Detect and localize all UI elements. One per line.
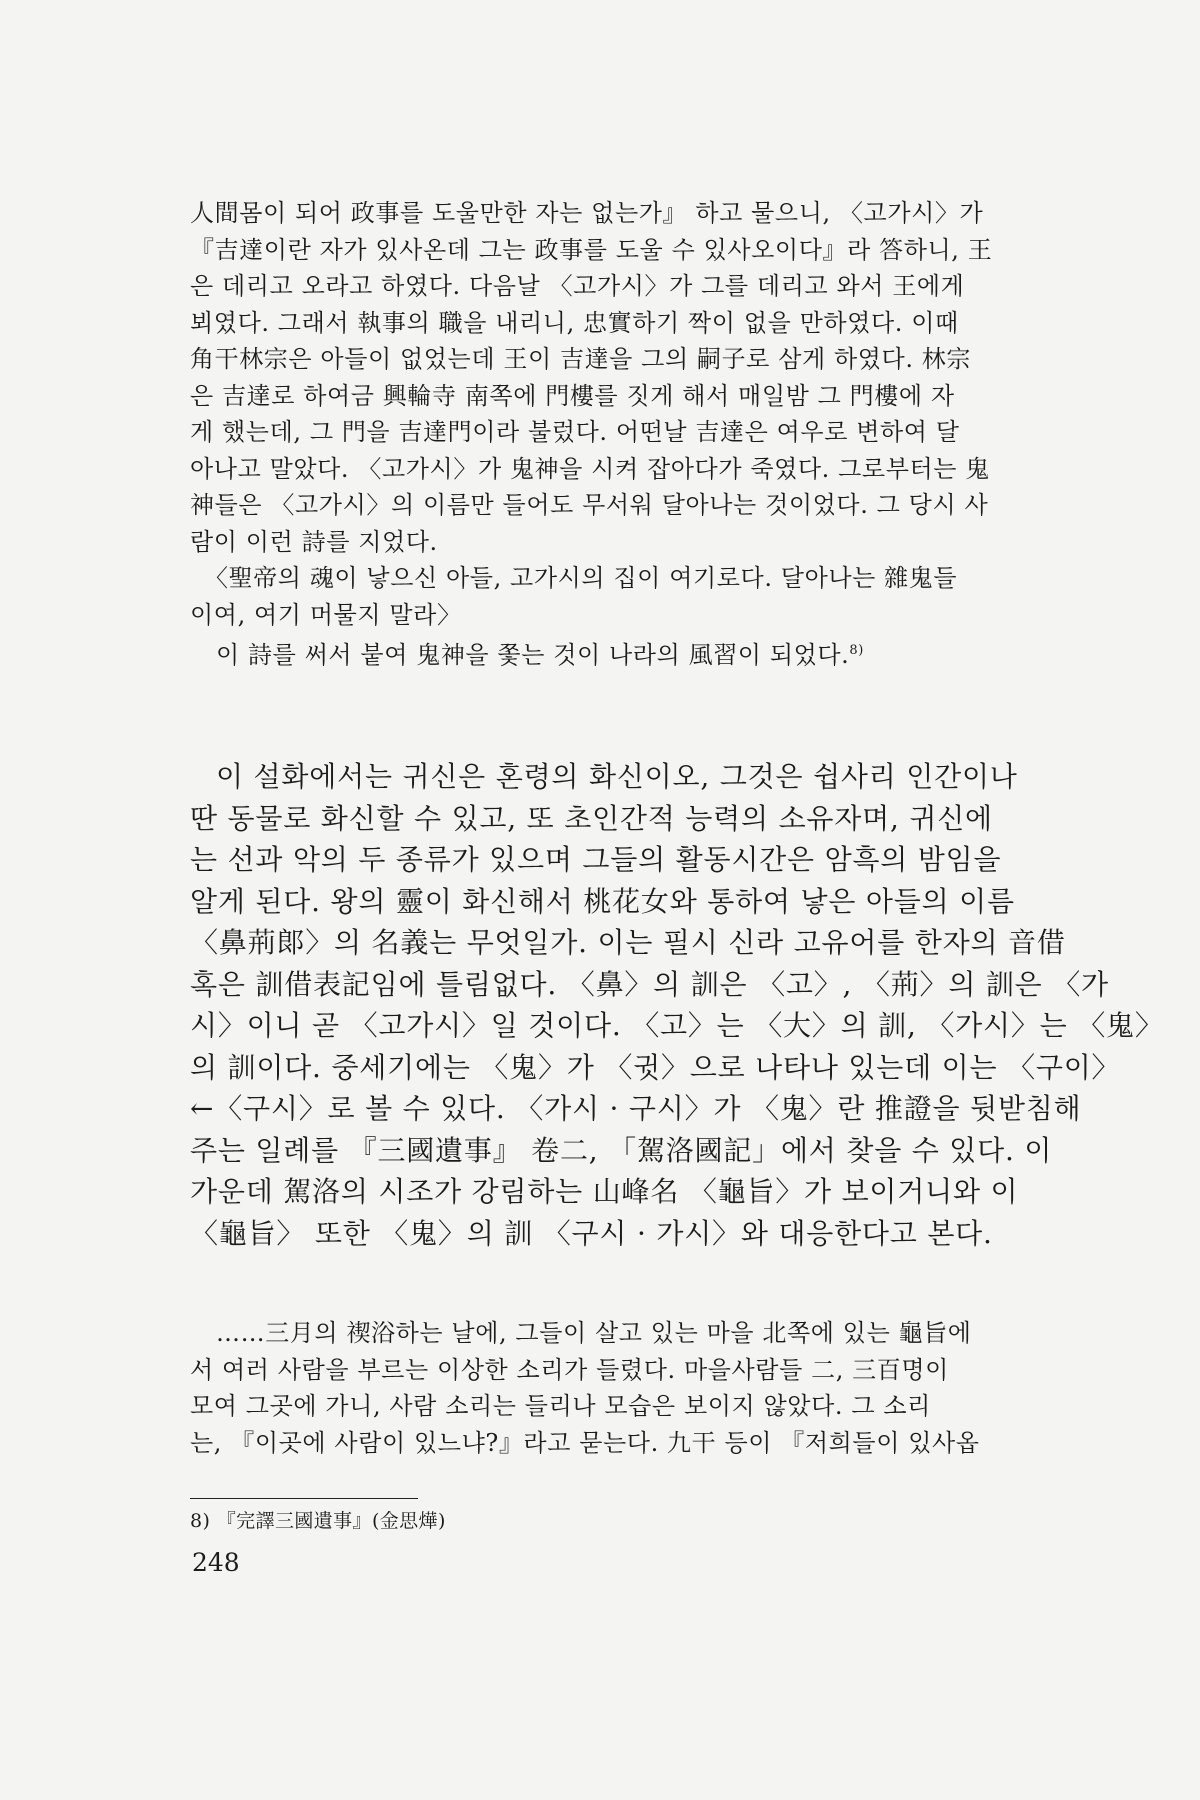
footnote-reference: 8) <box>849 643 864 658</box>
text-line: ←〈구시〉로 볼 수 있다. 〈가시 · 구시〉가 〈鬼〉란 推證을 뒷받침해 <box>190 1092 1082 1125</box>
text-line: 의 訓이다. 중세기에는 〈鬼〉가 〈귓〉으로 나타나 있는데 이는 〈구이〉 <box>190 1050 1121 1084</box>
text-line: 아나고 말았다. 〈고가시〉가 鬼神을 시켜 잡아다가 죽였다. 그로부터는 鬼 <box>190 454 990 483</box>
text-line: 딴 동물로 화신할 수 있고, 또 초인간적 능력의 소유자며, 귀신에 <box>190 801 993 835</box>
quoted-legend-text <box>190 1315 1010 1461</box>
text-line: 은 吉達로 하여금 興輪寺 南쪽에 門樓를 짓게 해서 매일밤 그 門樓에 자 <box>190 381 955 410</box>
text-line: 는 선과 악의 두 종류가 있으며 그들의 활동시간은 암흑의 밤임을 <box>190 843 1002 876</box>
footnote-divider <box>190 1498 418 1499</box>
poem-line: 〈聖帝의 魂이 낳으신 아들, 고가시의 집이 여기로다. 달아나는 雜鬼들 <box>204 564 958 592</box>
text-line: 주는 일례를 『三國遺事』 卷二, 「駕洛國記」에서 찾을 수 있다. 이 <box>190 1133 1053 1167</box>
text-line: 뵈였다. 그래서 執事의 職을 내리니, 忠實하기 짝이 없을 만하였다. 이때 <box>190 308 959 337</box>
text-line: 은 데리고 오라고 하였다. 다음날 〈고가시〉가 그를 데리고 와서 王에게 <box>190 272 965 300</box>
text-line: 가운데 駕洛의 시조가 강림하는 山峰名 〈龜旨〉가 보이거니와 이 <box>190 1175 1019 1208</box>
text-line: 角干林宗은 아들이 없었는데 王이 吉達을 그의 嗣子로 삼게 하였다. 林宗 <box>190 345 971 373</box>
text-line: 이 설화에서는 귀신은 혼령의 화신이오, 그것은 쉽사리 인간이나 <box>216 760 1018 793</box>
text-line: 모여 그곳에 가니, 사람 소리는 들리나 모습은 보이지 않았다. 그 소리 <box>190 1392 931 1420</box>
text-line: 神들은 〈고가시〉의 이름만 들어도 무서워 달아나는 것이었다. 그 당시 사 <box>190 491 989 519</box>
text-line: 알게 된다. 왕의 靈이 화신해서 桃花女와 통하여 낳은 아들의 이름 <box>190 884 1015 918</box>
text-line: 〈鼻荊郞〉의 名義는 무엇일가. 이는 필시 신라 고유어를 한자의 音借 <box>190 926 1066 959</box>
quoted-legend-text <box>190 195 1010 670</box>
text-line: 게 했는데, 그 門을 吉達門이라 불렀다. 어떤날 吉達은 여우로 변하여 달 <box>190 418 960 446</box>
text-line: 시〉이니 곧 〈고가시〉일 것이다. 〈고〉는 〈大〉의 訓, 〈가시〉는 〈鬼〉 <box>190 1009 1164 1042</box>
text-line: 서 여러 사람을 부르는 이상한 소리가 들렸다. 마을사람들 二, 三百명이 <box>190 1355 949 1384</box>
text-line: 이 詩를 써서 붙여 鬼神을 쫓는 것이 나라의 風習이 되었다. <box>216 641 850 669</box>
page-number: 248 <box>192 1548 240 1577</box>
body-paragraph <box>190 756 1164 1254</box>
text-line: 人間몸이 되어 政事를 도울만한 자는 없는가』 하고 물으니, 〈고가시〉가 <box>190 199 984 227</box>
text-line: 〈龜旨〉 또한 〈鬼〉의 訓 〈구시 · 가시〉와 대응한다고 본다. <box>190 1216 993 1250</box>
text-line: 혹은 訓借表記임에 틀림없다. 〈鼻〉의 訓은 〈고〉, 〈荊〉의 訓은 〈가 <box>190 967 1109 1001</box>
text-line: 람이 이런 詩를 지었다. <box>190 527 438 556</box>
poem-line: 이여, 여기 머물지 말라〉 <box>190 600 462 629</box>
text-line: ……三月의 禊浴하는 날에, 그들이 살고 있는 마을 北쪽에 있는 龜旨에 <box>216 1319 972 1347</box>
text-line-with-footnote <box>190 633 1010 670</box>
text-line: 『吉達이란 자가 있사온데 그는 政事를 도울 수 있사오이다』라 答하니, 王 <box>190 235 993 264</box>
footnote: 8) 『完譯三國遺事』(金思燁) <box>190 1510 446 1532</box>
text-line: 는, 『이곳에 사람이 있느냐?』라고 묻는다. 九干 등이 『저희들이 있사옵 <box>190 1428 980 1457</box>
